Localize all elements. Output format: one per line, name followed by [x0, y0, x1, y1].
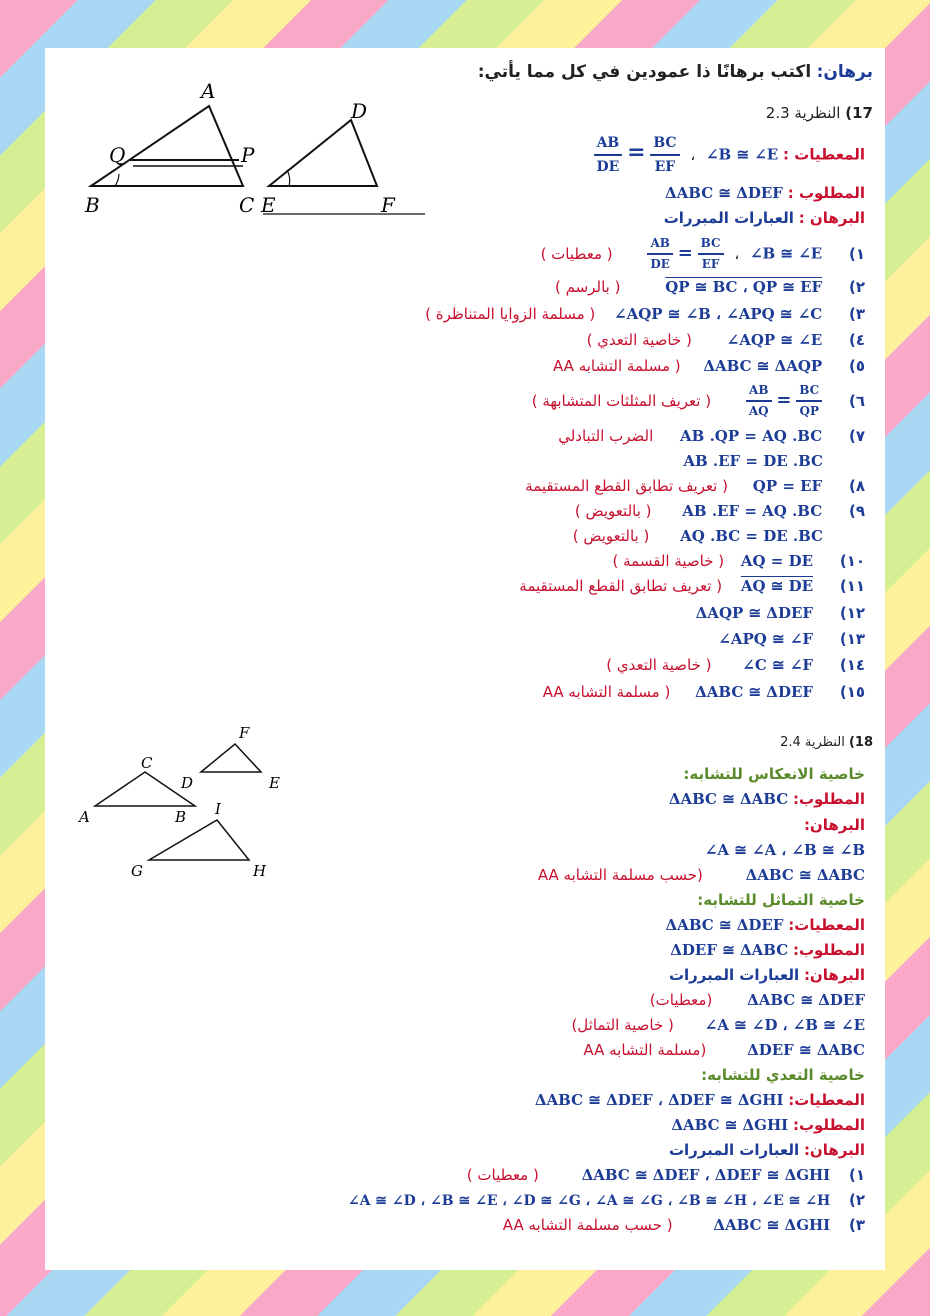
- reflexive-line2: ΔABC ≅ ΔABC (حسب مسلمة التشابه AA: [537, 866, 865, 884]
- reflexive-proof-label: البرهان:: [803, 816, 865, 834]
- transitive-line1: ١) ΔABC ≅ ΔDEF ، ΔDEF ≅ ΔGHI ( معطيات ): [466, 1166, 865, 1184]
- label18-C: C: [141, 754, 153, 772]
- ex17-proof-header: البرهان : العبارات المبررات: [663, 209, 865, 227]
- given-label: المعطيات :: [783, 145, 865, 164]
- label-A: A: [201, 79, 216, 103]
- step-2: ٢) QP ≅ BC ، QP ≅ EF ( بالرسم ): [555, 278, 865, 296]
- label-F: F: [381, 193, 395, 217]
- label18-G: G: [131, 862, 143, 880]
- label-P: P: [241, 143, 255, 167]
- ex17-theorem: النظرية 2.3: [765, 104, 841, 122]
- header-label: برهان:: [816, 62, 873, 82]
- label-B: B: [85, 193, 100, 217]
- symmetric-required: المطلوب: ΔDEF ≅ ΔABC: [670, 941, 865, 959]
- ex18-heading: 18) النظرية 2.4: [780, 735, 873, 750]
- step-8: ٨) QP = EF ( تعريف تطابق القطع المستقيمة: [525, 477, 865, 495]
- reflexive-required: المطلوب: ΔABC ≅ ΔABC: [668, 790, 865, 808]
- label-Q: Q: [109, 143, 126, 167]
- symmetric-proof-header: البرهان: العبارات المبررات: [668, 966, 865, 984]
- label-C: C: [239, 193, 255, 217]
- symmetric-given: المعطيات: ΔABC ≅ ΔDEF: [665, 916, 865, 934]
- given-angles: ∠B ≅ ∠E: [705, 145, 779, 164]
- label18-A: A: [79, 808, 90, 826]
- step-10: ١٠) AQ = DE ( خاصية القسمة ): [612, 552, 865, 570]
- step-7: ٧) AB .QP = AQ .BC الضرب التبادلي: [558, 427, 865, 445]
- step-3: ٣) ∠AQP ≅ ∠B ، ∠APQ ≅ ∠C ( مسلمة الزوايا المتناظرة ): [425, 305, 865, 323]
- transitive-required: المطلوب: ΔABC ≅ ΔGHI: [671, 1116, 865, 1134]
- ex17-heading: [766, 104, 873, 122]
- step-13: ١٣) ∠APQ ≅ ∠F: [718, 630, 865, 648]
- step-7b: AB .EF = DE .BC: [683, 452, 823, 470]
- step-9: ٩) AB .EF = AQ .BC ( بالتعويض ): [574, 502, 865, 520]
- label-E: E: [261, 193, 276, 217]
- header: [478, 62, 873, 82]
- step-11: ١١) AQ ≅ DE ( تعريف تطابق القطع المستقيمة: [519, 577, 865, 595]
- label-D: D: [351, 99, 368, 123]
- given-ratio: $\frac{AB}{DE}$ = $\frac{BC}{EF}$: [594, 132, 680, 178]
- ex17-figure: [83, 78, 443, 223]
- label18-I: I: [215, 800, 221, 818]
- reflexive-line1: ∠A ≅ ∠A ، ∠B ≅ ∠B: [704, 841, 865, 859]
- transitive-line3: ٣) ΔABC ≅ ΔGHI ( حسب مسلمة التشابه AA: [502, 1216, 865, 1234]
- transitive-given: المعطيات: ΔABC ≅ ΔDEF ، ΔDEF ≅ ΔGHI: [534, 1091, 865, 1109]
- label18-E: E: [269, 774, 280, 792]
- transitive-line2: ٢) ∠A ≅ ∠D ، ∠B ≅ ∠E ، ∠D ≅ ∠G ، ∠A ≅ ∠G ، ∠B ≅ ∠H ، ∠E ≅ ∠H: [347, 1191, 865, 1209]
- step-6: ٦) $\frac{AB}{AQ}$ = $\frac{BC}{QP}$ ( تعريف المثلثات المتشابهة ): [531, 383, 865, 418]
- ex17-given: المعطيات : ∠B ≅ ∠E ، $\frac{AB}{DE}$ = $\frac{BC}{EF}$: [594, 132, 865, 178]
- transitive-title: خاصية التعدي للتشابه:: [701, 1066, 865, 1084]
- step-12: ١٢) ΔAQP ≅ ΔDEF: [695, 604, 865, 622]
- step-9b: AQ .BC = DE .BC ( بالتعويض ): [572, 527, 823, 545]
- step-4: ٤) ∠AQP ≅ ∠E ( خاصية التعدي ): [586, 331, 865, 349]
- step-1: ١) ∠B ≅ ∠E ، $\frac{AB}{DE}$ = $\frac{BC}{EF}$ ( معطيات ): [540, 236, 865, 271]
- label18-H: H: [253, 862, 267, 880]
- transitive-proof-header: البرهان: العبارات المبررات: [668, 1141, 865, 1159]
- symmetric-line2: ∠A ≅ ∠D ، ∠B ≅ ∠E ( خاصية التماثل): [571, 1016, 865, 1034]
- worksheet-page: [45, 48, 885, 1270]
- ex18-figure: [75, 720, 335, 885]
- symmetric-line1: ΔABC ≅ ΔDEF (معطيات): [649, 991, 865, 1009]
- ex17-number: 17): [845, 104, 873, 122]
- step-5: ٥) ΔABC ≅ ΔAQP ( مسلمة التشابه AA: [552, 357, 865, 375]
- step-15: ١٥) ΔABC ≅ ΔDEF ( مسلمة التشابه AA: [542, 683, 865, 701]
- ex17-required: المطلوب : ΔABC ≅ ΔDEF: [665, 184, 865, 202]
- label18-D: D: [181, 774, 194, 792]
- label18-B: B: [175, 808, 187, 826]
- label18-F: F: [239, 724, 250, 742]
- header-text: اكتب برهانًا ذا عمودين في كل مما يأتي:: [477, 62, 812, 82]
- symmetric-line3: ΔDEF ≅ ΔABC (مسلمة التشابه AA: [583, 1041, 865, 1059]
- symmetric-title: خاصية التماثل للتشابه:: [697, 891, 865, 909]
- step-14: ١٤) ∠C ≅ ∠F ( خاصية التعدي ): [606, 656, 865, 674]
- reflexive-title: خاصية الانعكاس للتشابه:: [683, 765, 865, 783]
